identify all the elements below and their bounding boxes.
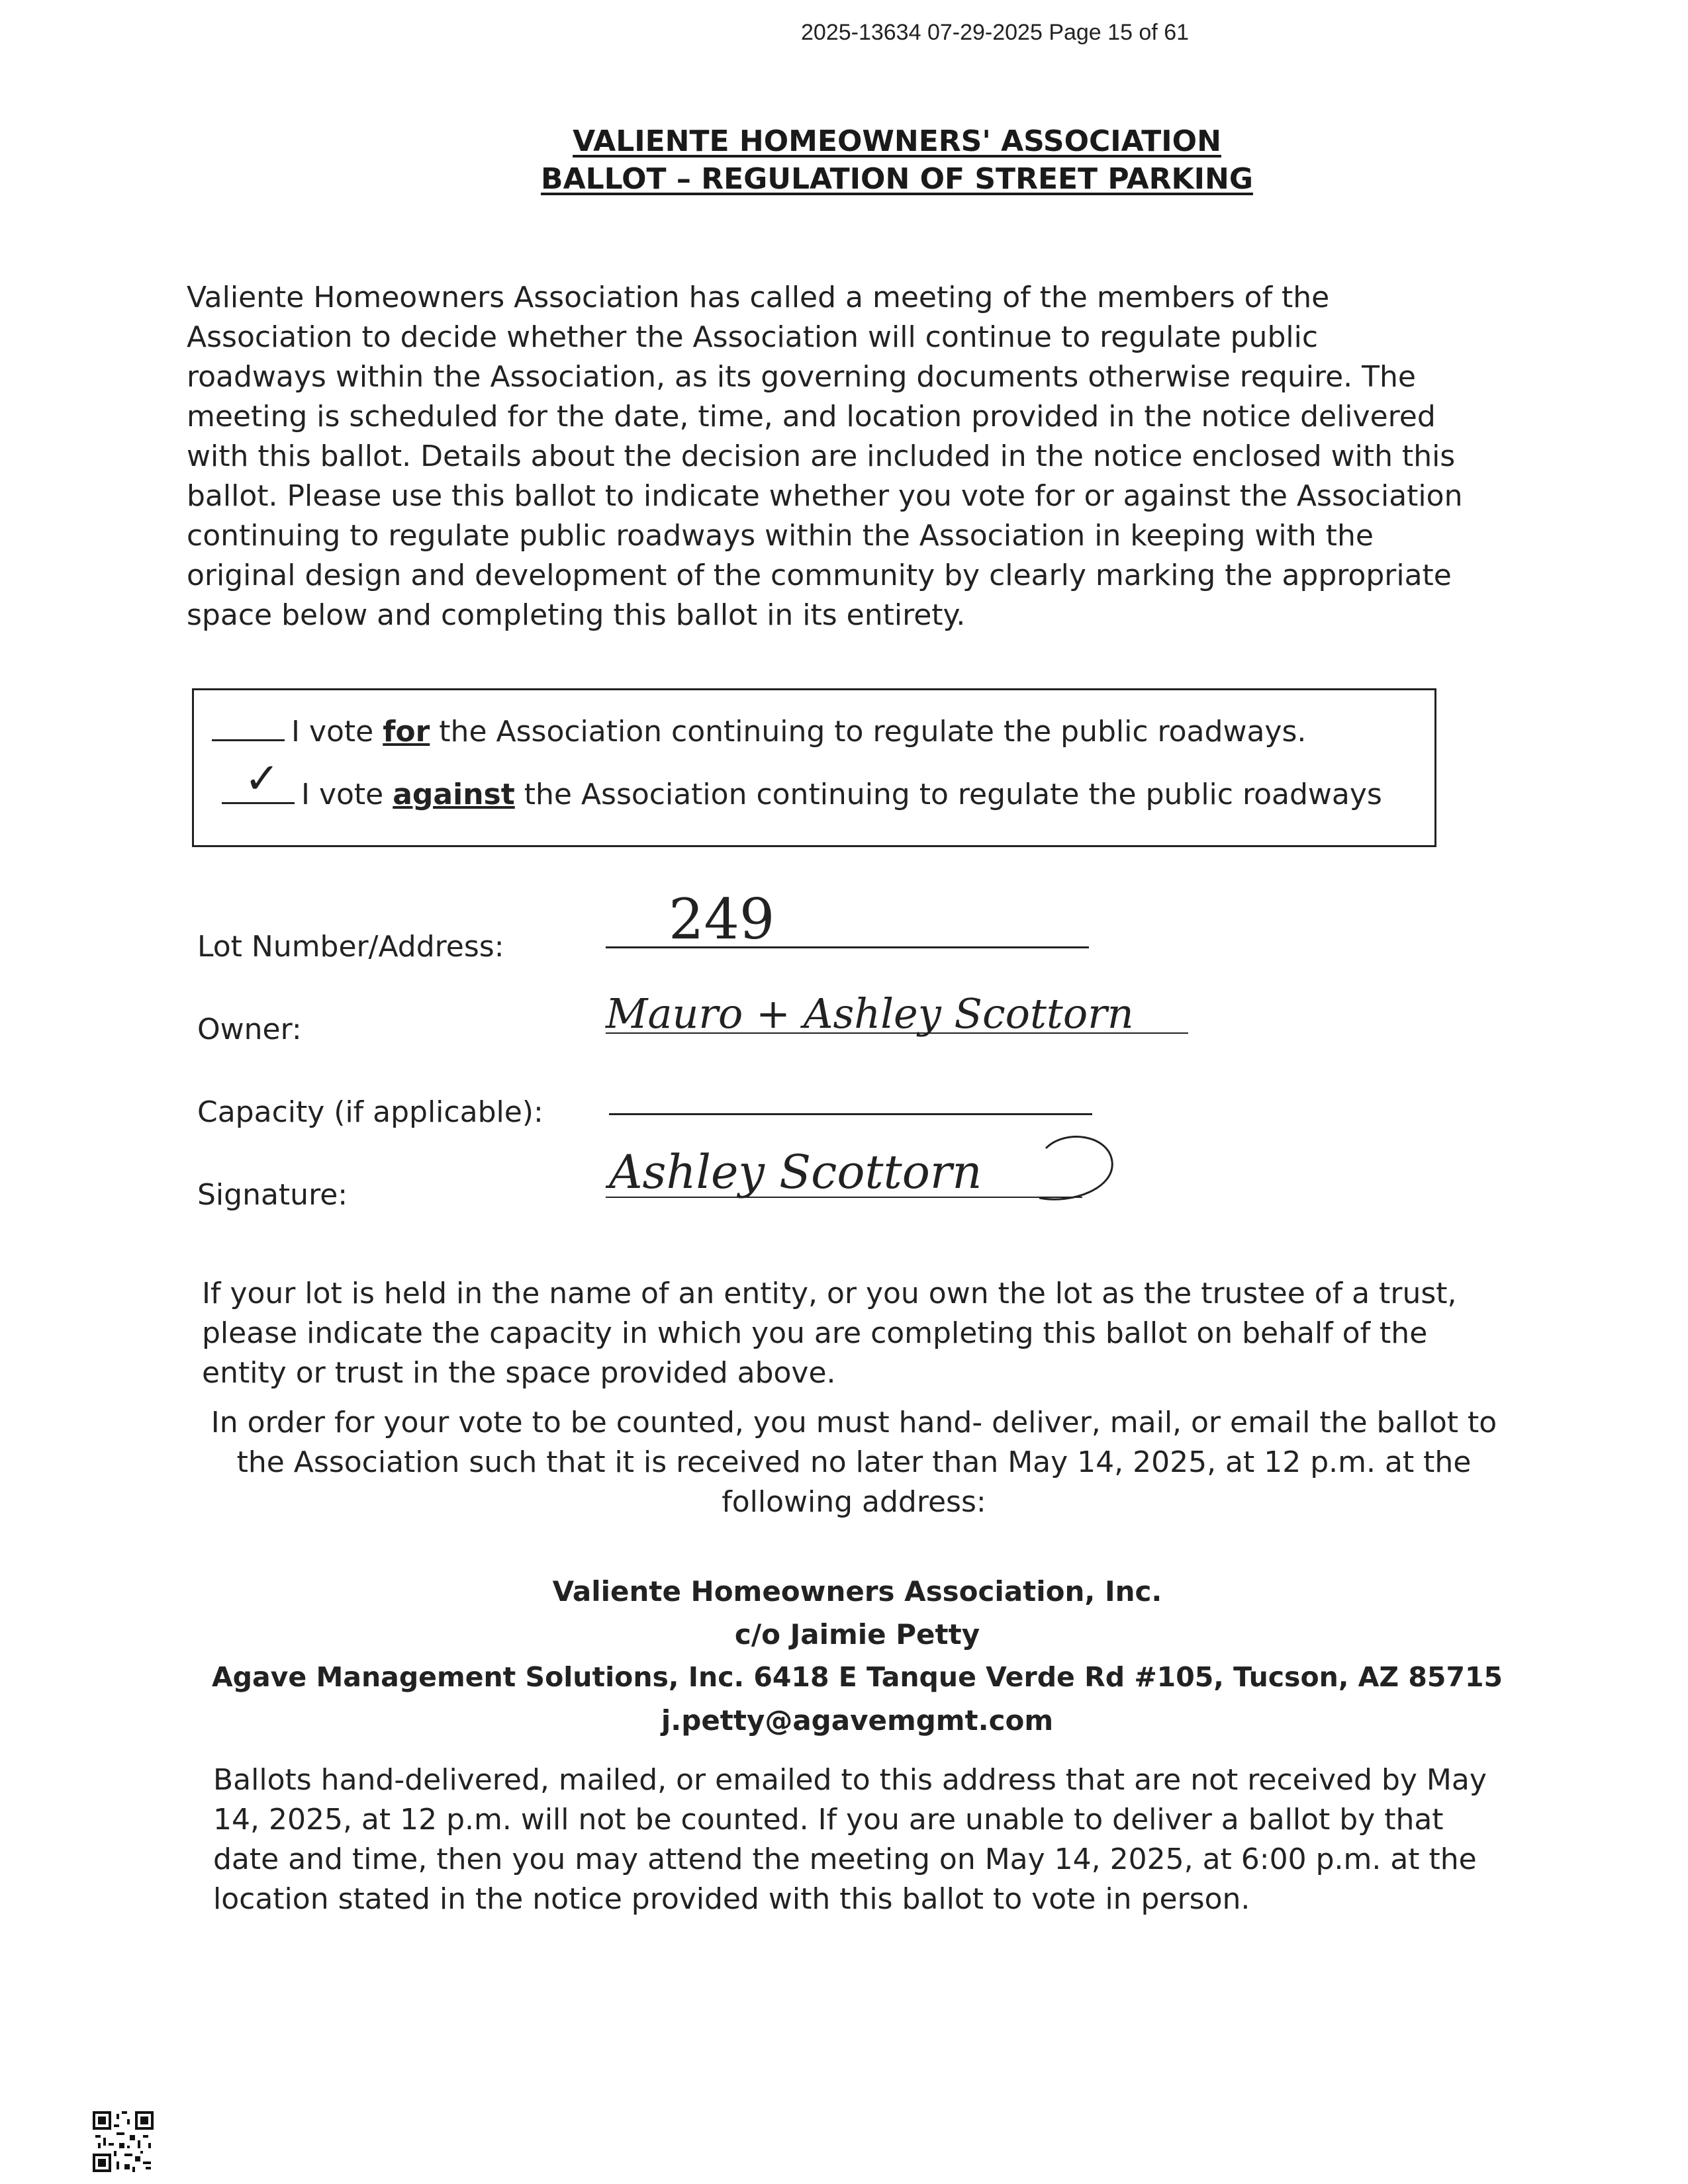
- vote-for-keyword: for: [383, 715, 430, 749]
- signature-label: Signature:: [197, 1178, 348, 1212]
- qr-code: [93, 2111, 154, 2172]
- closing-line: 14, 2025, at 12 p.m. will not be counted. If you are unable to deliver a ballot by that: [213, 1803, 1444, 1837]
- capacity-line[interactable]: [609, 1113, 1092, 1115]
- lot-value: 249: [669, 887, 775, 952]
- address-org: Valiente Homeowners Association, Inc.: [552, 1575, 1162, 1608]
- intro-line: original design and development of the community by clearly marking the appropriate: [187, 559, 1452, 592]
- closing-paragraph: [213, 1760, 1537, 1919]
- vote-for-blank[interactable]: [212, 726, 285, 741]
- title-association: VALIENTE HOMEOWNERS' ASSOCIATION: [573, 124, 1221, 158]
- address-email[interactable]: j.petty@agavemgmt.com: [661, 1704, 1054, 1737]
- document-stamp: 2025-13634 07-29-2025 Page 15 of 61: [801, 20, 1190, 45]
- deadline-note-line: the Association such that it is received no later than May 14, 2025, at 12 p.m. at the: [236, 1445, 1472, 1479]
- intro-line: roadways within the Association, as its governing documents otherwise require. The: [187, 360, 1416, 394]
- owner-value: Mauro + Ashley Scottorn: [606, 989, 1134, 1038]
- vote-for-prefix: I vote: [291, 715, 383, 749]
- vote-for-suffix: the Association continuing to regulate the public roadways.: [430, 715, 1307, 749]
- intro-paragraph: [187, 278, 1511, 635]
- address-street: Agave Management Solutions, Inc. 6418 E Tanque Verde Rd #105, Tucson, AZ 85715: [211, 1661, 1503, 1693]
- vote-options-box: [192, 688, 1436, 847]
- capacity-note: [202, 1274, 1526, 1393]
- deadline-note-line: In order for your vote to be counted, you must hand- deliver, mail, or email the ballot to: [211, 1406, 1497, 1439]
- intro-line: with this ballot. Details about the decision are included in the notice enclosed with this: [187, 439, 1456, 473]
- intro-line: Valiente Homeowners Association has called a meeting of the members of the: [187, 281, 1330, 314]
- capacity-note-line: please indicate the capacity in which you are completing this ballot on behalf of the: [202, 1316, 1428, 1350]
- vote-option-against[interactable]: [222, 754, 1382, 811]
- intro-line: meeting is scheduled for the date, time, and location provided in the notice delivered: [187, 400, 1436, 433]
- intro-line: space below and completing this ballot in its entirety.: [187, 598, 966, 632]
- address-attention: c/o Jaimie Petty: [734, 1618, 980, 1651]
- title-ballot: BALLOT – REGULATION OF STREET PARKING: [541, 162, 1253, 196]
- lot-label: Lot Number/Address:: [197, 930, 504, 964]
- owner-label: Owner:: [197, 1013, 302, 1046]
- vote-against-prefix: I vote: [301, 778, 393, 811]
- capacity-note-line: entity or trust in the space provided above.: [202, 1356, 836, 1390]
- vote-against-suffix: the Association continuing to regulate the public roadways: [514, 778, 1382, 811]
- deadline-note: [179, 1403, 1529, 1522]
- deadline-note-line: following address:: [722, 1485, 986, 1519]
- vote-option-for[interactable]: [212, 715, 1306, 749]
- signature-value: Ashley Scottorn: [609, 1145, 982, 1199]
- capacity-note-line: If your lot is held in the name of an entity, or you own the lot as the trustee of a trust,: [202, 1277, 1457, 1310]
- closing-line: location stated in the notice provided with this ballot to vote in person.: [213, 1882, 1250, 1916]
- intro-line: continuing to regulate public roadways within the Association in keeping with the: [187, 519, 1374, 553]
- vote-against-keyword: against: [393, 778, 515, 811]
- intro-line: ballot. Please use this ballot to indicate whether you vote for or against the Association: [187, 479, 1463, 513]
- vote-against-blank[interactable]: [222, 754, 295, 804]
- closing-line: date and time, then you may attend the meeting on May 14, 2025, at 6:00 p.m. at the: [213, 1843, 1477, 1876]
- closing-line: Ballots hand-delivered, mailed, or emailed to this address that are not received by May: [213, 1763, 1487, 1797]
- capacity-label: Capacity (if applicable):: [197, 1095, 543, 1129]
- signature-flourish: [1033, 1125, 1119, 1211]
- intro-line: Association to decide whether the Association will continue to regulate public: [187, 320, 1319, 354]
- checkmark-icon: ✓: [244, 754, 280, 803]
